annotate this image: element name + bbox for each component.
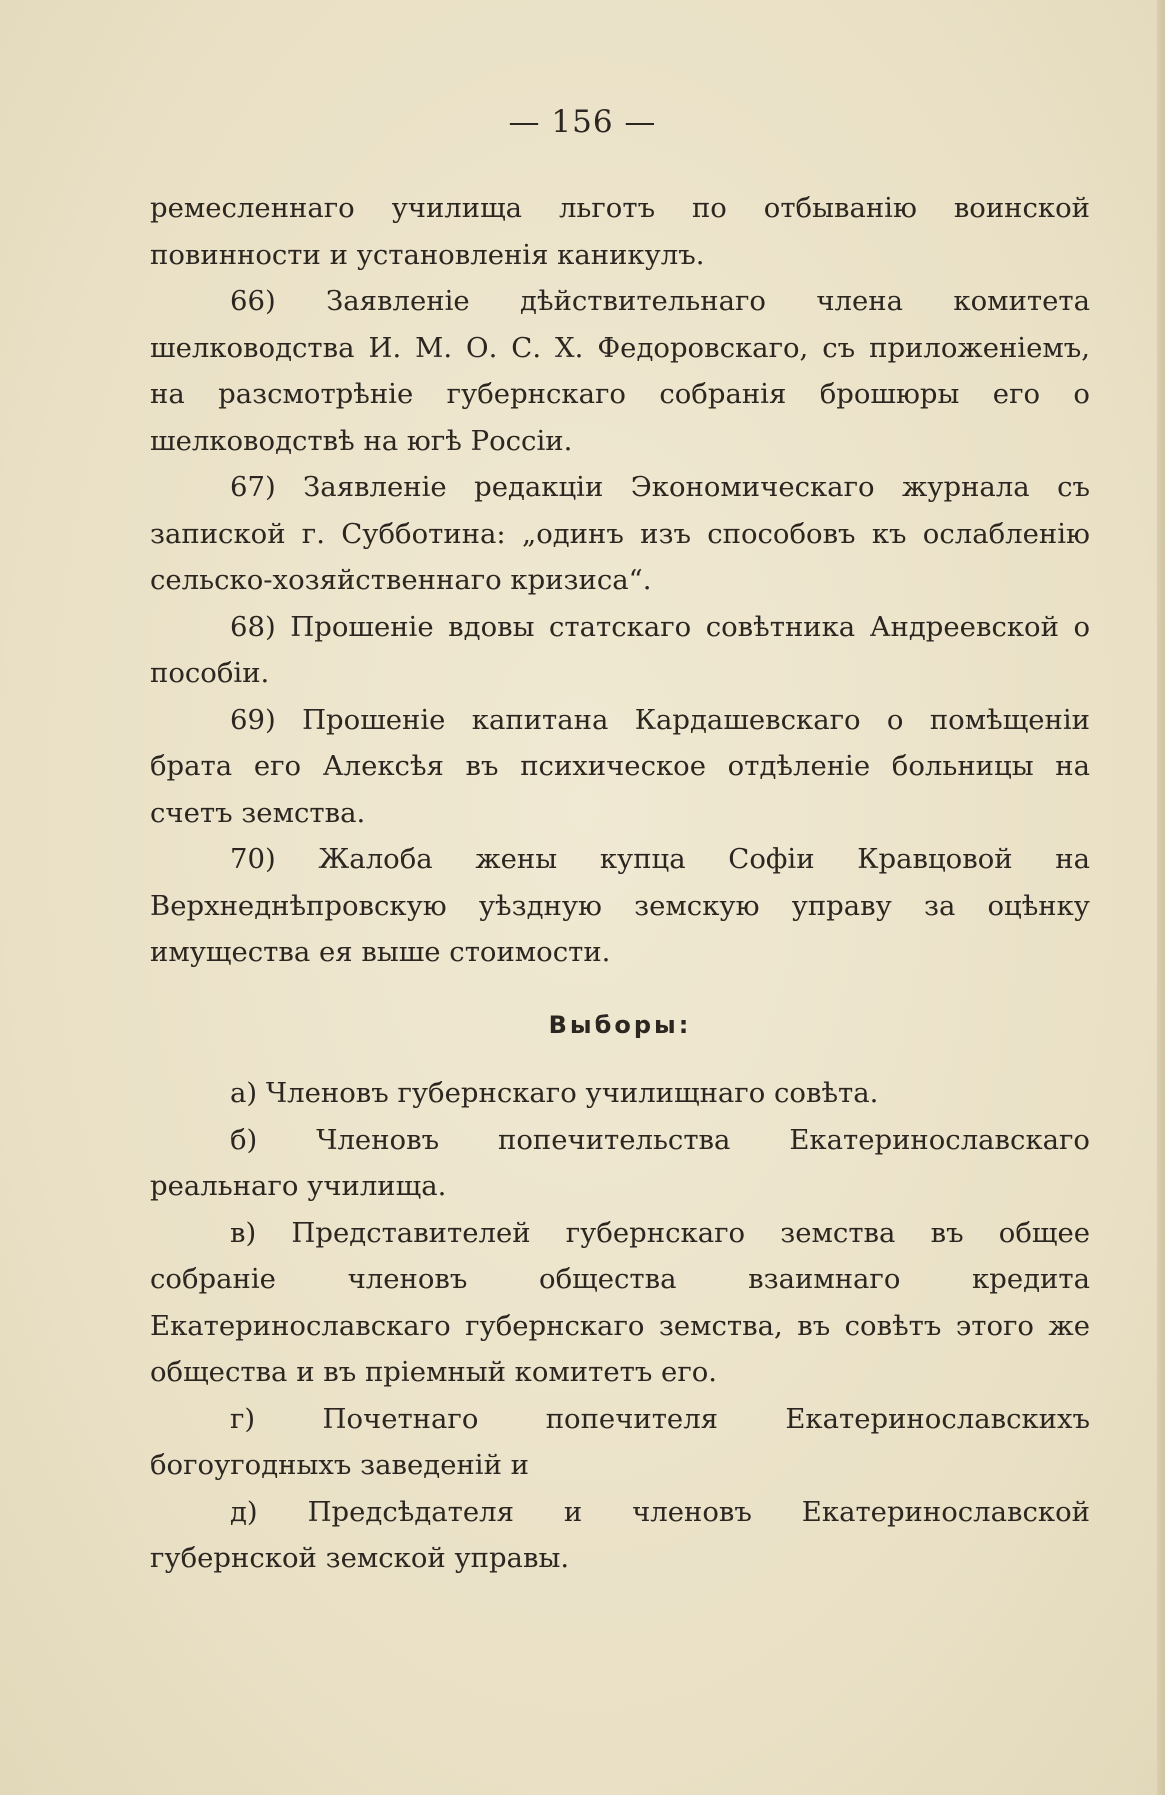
election-item-a: а) Членовъ губернскаго училищнаго совѣта. — [230, 1077, 879, 1109]
paragraph-item-70: 70) Жалоба жены купца Софіи Кравцовой на Верхнеднѣпровскую уѣздную земскую управу за оцѣнку имущества ея выше стоимости. — [150, 843, 1090, 968]
paragraph-item-68: 68) Прошеніе вдовы статскаго совѣтника Андреевской о пособіи. — [150, 610, 1090, 689]
elections-heading: Выборы: — [548, 1010, 692, 1039]
election-item-d: д) Предсѣдателя и членовъ Екатеринославской губернской земской управы. — [150, 1495, 1090, 1574]
election-item-v: в) Представителей губернскаго земства въ общее собраніе членовъ общества взаимнаго кредита Екатеринославскаго губернскаго земства, въ совѣтъ этого же общества и въ пріемный комитетъ его. — [150, 1216, 1090, 1388]
document-body — [150, 185, 1090, 1582]
election-item-b: б) Членовъ попечительства Екатеринославскаго реальнаго училища. — [150, 1123, 1090, 1202]
page-edge — [1157, 0, 1165, 1795]
paragraph-item-66: 66) Заявленіе дѣйствительнаго члена комитета шелководства И. М. О. С. Х. Федоровскаго, съ приложеніемъ, на разсмотрѣніе губернскаго собранія брошюры его о шелководствѣ на югѣ Россіи. — [150, 285, 1090, 457]
paragraph-item-67: 67) Заявленіе редакціи Экономическаго журнала съ запиской г. Субботина: „одинъ изъ способовъ къ ослабленію сельско-хозяйственнаго кризиса“. — [150, 471, 1090, 596]
paragraph-continuation: ремесленнаго училища льготъ по отбыванію воинской повинности и установленія каникулъ. — [150, 192, 1090, 271]
election-item-g: г) Почетнаго попечителя Екатеринославскихъ богоугодныхъ заведеній и — [150, 1402, 1090, 1481]
paragraph-item-69: 69) Прошеніе капитана Кардашевскаго о помѣщеніи брата его Алексѣя въ психическое отдѣленіе больницы на счетъ земства. — [150, 703, 1090, 829]
page-number: — 156 — — [508, 104, 657, 140]
